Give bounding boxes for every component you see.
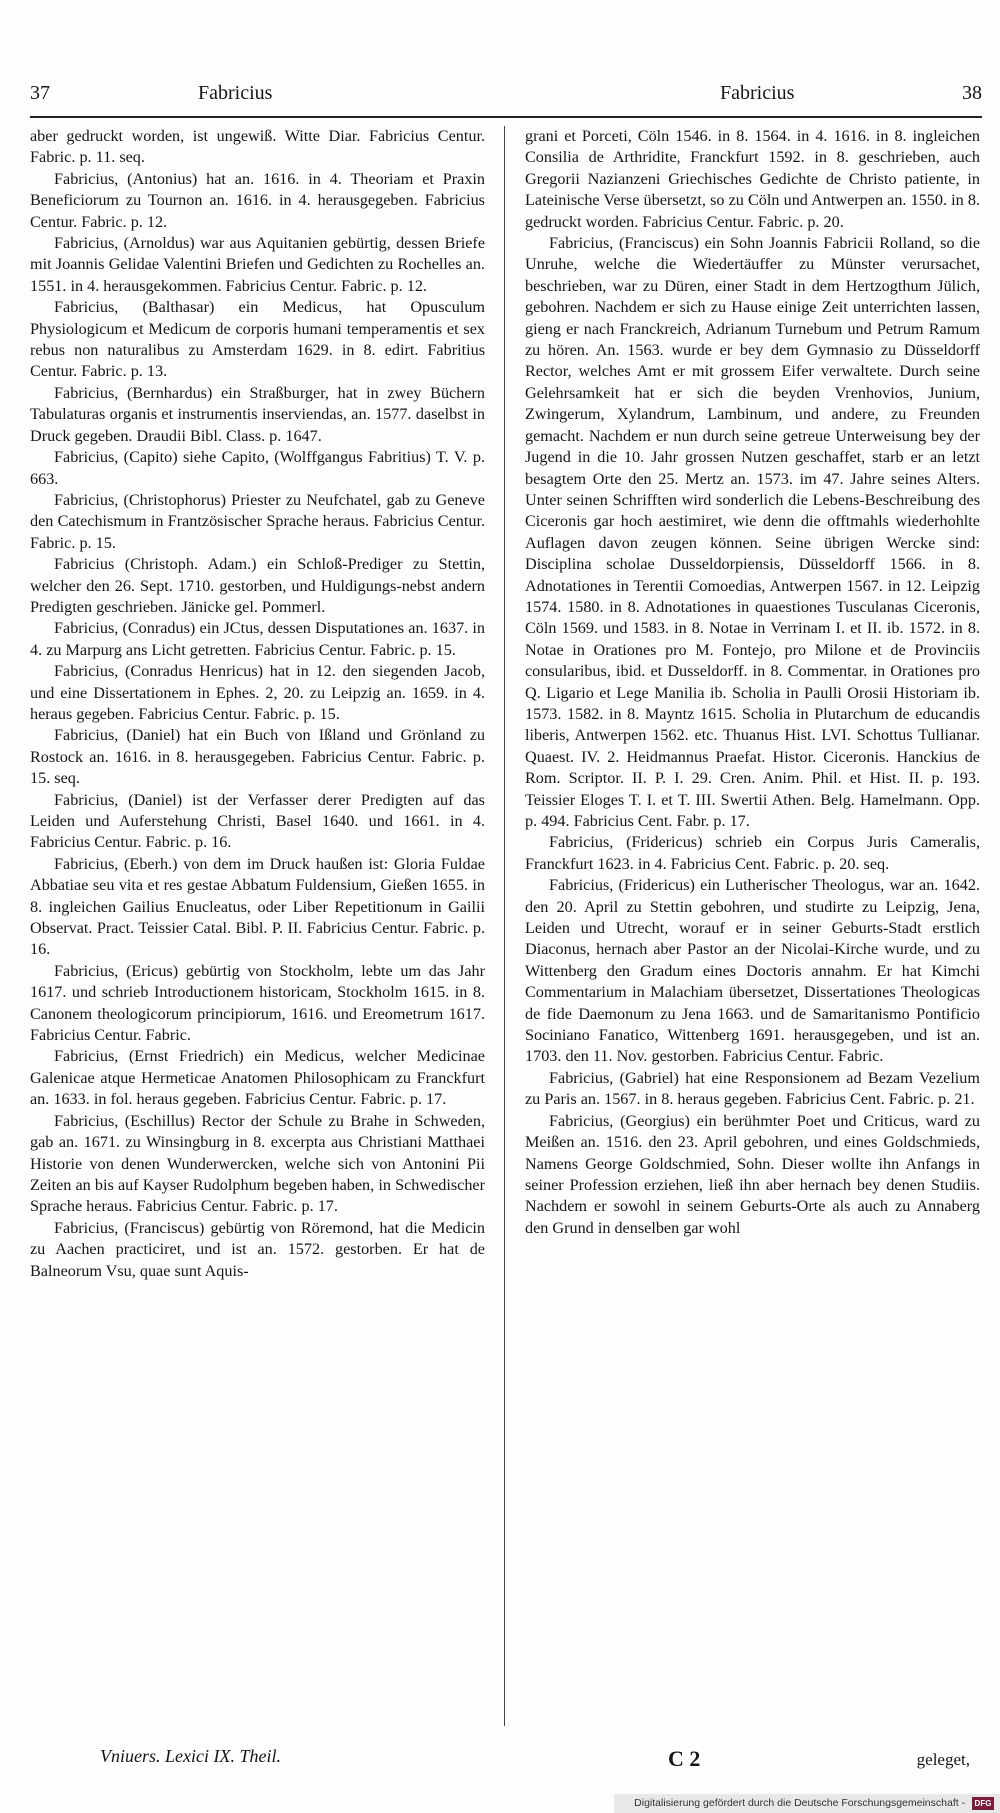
entry: Fabricius, (Daniel) ist der Verfasser derer Predigten auf das Leiden und Auferstehung Christi, Basel 1640. und 1661. in 4. Fabricius Centur. Fabric. p. 16. xyxy=(30,790,485,852)
header-rule xyxy=(30,116,982,118)
entry: grani et Porceti, Cöln 1546. in 8. 1564. in 4. 1616. in 8. ingleichen Consilia de Arthridite, Franckfurt 1592. in 8. geschrieben, auch Gregorii Nazianzeni Griechisches Gedichte de Christo patiente, in Lateinische Verse übersetzt, so zu Cöln und Antwerpen an. 1550. in 8. gedruckt worden. Fabricius Centur. Fabric. p. 20. xyxy=(525,127,980,231)
right-column xyxy=(525,126,980,1756)
entry: Fabricius, (Franciscus) ein Sohn Joannis Fabricii Rolland, so die Unruhe, welche die Wiedertäuffer zu Münster verursachet, beschrieben, war zu Düren, einer Stadt in dem Hertzogthum Jülich, gebohren. Nachdem er sich zu Hause einige Zeit unterrichten lassen, gieng er nach Franckreich, Adrianum Turnebum und Petrum Ramum zu hören. An. 1563. wurde er bey dem Gymnasio zu Düsseldorff Rector, welches Amt er mit grossem Eifer verwaltete. Durch seine Gelehrsamkeit hat er sich die beyden Vrenhovios, Junium, Zwingerum, Xylandrum, Lambinum, und andere, zu Freunden gemacht. Nachdem er nun durch seine getreue Unterweisung bey der Jugend in die 10. Jahr grossen Nutzen geschaffet, starb er an letzt besagtem Orte den 25. Mertz an. 1573. im 47. Jahre seines Alters. Unter seinen Schrifften wird sonderlich die Lebens-Beschreibung des Ciceronis gar hoch aestimiret, wie denn die offtmahls wiederhohlte Auflagen davon zeugen können. Seine übrigen Wercke sind: Disciplina scholae Dusseldorpiensis, Düsseldorff 1566. in 8. Adnotationes in Terentii Comoedias, Antwerpen 1567. in 12. Leipzig 1574. 1580. in 8. Adnotationes in quaestiones Tusculanas Ciceronis, Cöln 1569. und 1583. in 8. Notae in Verrinam I. et II. ib. 1572. in 8. Notae in Orationes pro M. Fontejo, pro Milone et de Provinciis consularibus, ibid. et Dusseldorff. in 8. Commentar. in Orationes pro Q. Ligario et Lege Manilia ib. Scholia in Paulli Orosii Historiam ib. 1573. 1582. in 8. Mayntz 1615. Scholia in Plutarchum de educandis liberis, Antwerpen 1562. etc. Thuanus Hist. LVI. Schottus Tullianar. Quaest. IV. 2. Heidmannus Praefat. Histor. Ciceronis. Hanckius de Rom. Scriptor. II. P. I. 29. Cren. Anim. Phil. et Hist. II. p. 193. Teissier Eloges T. I. et T. III. Swertii Athen. Belg. Hamelmann. Opp. p. 494. Fabricius Cent. Fabr. p. 17. xyxy=(525,234,980,830)
digitization-banner xyxy=(614,1794,1000,1813)
entry: Fabricius, (Daniel) hat ein Buch von Ißland und Grönland zu Rostock an. 1616. in 8. herausgegeben. Fabricius Centur. Fabric. p. 15. seq. xyxy=(30,726,485,788)
entry: Fabricius, (Christophorus) Priester zu Neufchatel, gab zu Geneve den Catechismum in Frantzösischer Sprache heraus. Fabricius Centur. Fabric. p. 15. xyxy=(30,490,485,552)
digitization-note: Digitalisierung gefördert durch die Deutsche Forschungsgemeinschaft - xyxy=(634,1797,966,1809)
entry: Fabricius, (Balthasar) ein Medicus, hat Opusculum Physiologicum et Medicum de corporis humani temperamentis et sex rebus non naturalibus zu Amsterdam 1629. in 8. edirt. Fabritius Centur. Fabric. p. 13. xyxy=(30,298,485,381)
entry: Fabricius, (Gabriel) hat eine Responsionem ad Bezam Vezelium zu Paris an. 1567. in 8. heraus gegeben. Fabricius Cent. Fabric. p. 21. xyxy=(525,1068,980,1109)
left-column xyxy=(30,126,485,1756)
entry: Fabricius, (Capito) siehe Capito, (Wolffgangus Fabritius) T. V. p. 663. xyxy=(30,448,485,488)
page-number-left: 37 xyxy=(30,82,50,104)
entry: Fabricius, (Conradus Henricus) hat in 12. den siegenden Jacob, und eine Dissertationem in Ephes. 2, 20. zu Leipzig an. 1659. in 4. heraus gegeben. Fabricius Centur. Fabric. p. 15. xyxy=(30,662,485,723)
entry: Fabricius (Christoph. Adam.) ein Schloß-Prediger zu Stettin, welcher den 26. Sept. 1710. gestorben, und Huldigungs-nebst andern Predigten geschrieben. Jänicke gel. Pommerl. xyxy=(30,555,485,616)
headword-right: Fabricius xyxy=(720,82,795,104)
dfg-logo-icon: DFG xyxy=(972,1797,994,1810)
catchword: geleget, xyxy=(916,1750,970,1769)
entry: Fabricius, (Conradus) ein JCtus, dessen Disputationes an. 1637. in 4. zu Marpurg ans Licht getretten. Fabricius Centur. Fabric. p. 15. xyxy=(30,619,485,659)
entry: Fabricius, (Fridericus) ein Lutherischer Theologus, war an. 1642. den 20. April zu Stettin gebohren, und studirte zu Leipzig, Jena, Leiden und Utrecht, worauf er in seiner Geburts-Stadt erstlich Diaconus, hernach aber Pastor an der Nicolai-Kirche wurde, und zu Wittenberg den Gradum eines Doctoris annahm. Er hat Kimchi Commentarium in Malachiam übersetzet, Dissertationes Theologicas de fide Daemonum zu Jena 1663. und de Samaritanismo Pontificio Sociniano Fanatico, Wittenberg 1691. herausgegeben, und ist an. 1703. den 11. Nov. gestorben. Fabricius Centur. Fabric. xyxy=(525,876,980,1066)
column-divider xyxy=(504,126,505,1726)
entry: Fabricius, (Franciscus) gebürtig von Röremond, hat die Medicin zu Aachen practiciret, und ist an. 1572. gestorben. Er hat de Balneorum Vsu, quae sunt Aquis- xyxy=(30,1218,485,1280)
entry: Fabricius, (Ericus) gebürtig von Stockholm, lebte um das Jahr 1617. und schrieb Introductionem historicam, Stockholm 1615. in 8. Canonem theologicorum principiorum, 1616. und Ereometrum 1617. Fabricius Centur. Fabric. xyxy=(30,961,485,1045)
entry: Fabricius, (Georgius) ein berühmter Poet und Criticus, ward zu Meißen an. 1516. den 23. April gebohren, und eines Goldschmieds, Namens George Goldschmied, Sohn. Dieser wollte ihn Anfangs in seiner Profession erziehen, ließ ihn aber hernach bey denen Studiis. Nachdem er sowohl in seinem Geburts-Orte als auch zu Annaberg den Grund in denselben gar wohl xyxy=(525,1111,980,1237)
entry: Fabricius, (Bernhardus) ein Straßburger, hat in zwey Büchern Tabulaturas organis et instrumentis inserviendas, an. 1577. daselbst in Druck gegeben. Draudii Bibl. Class. p. 1647. xyxy=(30,383,485,445)
sheet-mark: C 2 xyxy=(668,1746,701,1771)
entry: Fabricius, (Arnoldus) war aus Aquitanien gebürtig, dessen Briefe mit Joannis Gelidae Valentini Briefen und Gedichten zu Rochelles an. 1551. in 4. herausgekommen. Fabricius Centur. Fabric. p. 12. xyxy=(30,234,485,295)
page-number-right: 38 xyxy=(962,82,982,104)
entry: Fabricius, (Antonius) hat an. 1616. in 4. Theoriam et Praxin Beneficiorum zu Tournon an. 1616. in 4. herausgegeben. Fabricius Centur. Fabric. p. 12. xyxy=(30,169,485,231)
headword-left: Fabricius xyxy=(198,82,273,104)
running-header xyxy=(30,82,982,116)
entry: Fabricius, (Fridericus) schrieb ein Corpus Juris Cameralis, Franckfurt 1623. in 4. Fabricius Cent. Fabric. p. 20. seq. xyxy=(525,833,980,873)
volume-signature: Vniuers. Lexici IX. Theil. xyxy=(100,1746,281,1766)
entry: Fabricius, (Eschillus) Rector der Schule zu Brahe in Schweden, gab an. 1671. zu Winsingburg in 8. excerpta aus Christiani Matthaei Historie von denen Wunderwercken, welche sich von Antonini Pii Zeiten an bis auf Kayser Rudolphum begeben haben, in Schwedischer Sprache heraus. Fabricius Centur. Fabric. p. 17. xyxy=(30,1111,485,1216)
entry: aber gedruckt worden, ist ungewiß. Witte Diar. Fabricius Centur. Fabric. p. 11. seq. xyxy=(30,127,485,167)
entry: Fabricius, (Ernst Friedrich) ein Medicus, welcher Medicinae Galenicae atque Hermeticae Anatomen Philosophicam zu Franckfurt an. 1633. in fol. heraus gegeben. Fabricius Centur. Fabric. p. 17. xyxy=(30,1047,485,1109)
entry: Fabricius, (Eberh.) von dem im Druck haußen ist: Gloria Fuldae Abbatiae seu vita et res gestae Abbatum Fuldensium, Gießen 1655. in 8. ingleichen Gailius Enucleatus, oder Liber Repetitionum in Gailii Observat. Pract. Teissier Catal. Bibl. P. II. Fabricius Centur. Fabric. p. 16. xyxy=(30,854,485,959)
